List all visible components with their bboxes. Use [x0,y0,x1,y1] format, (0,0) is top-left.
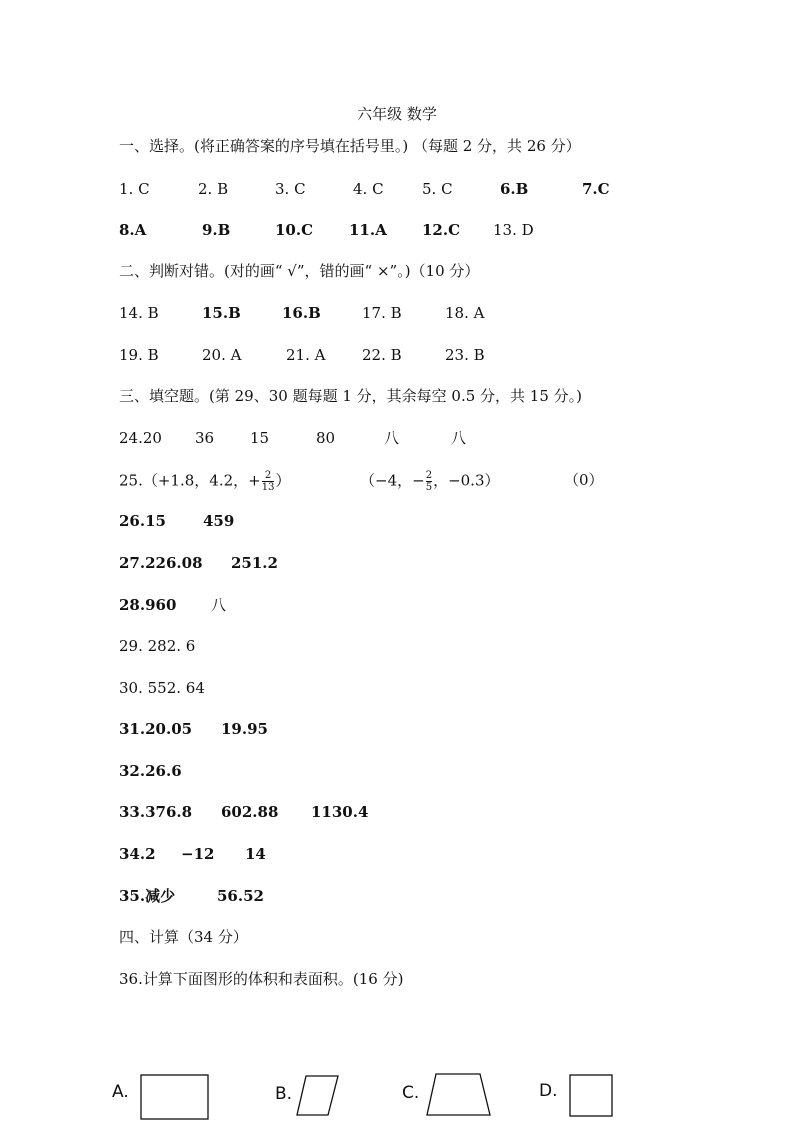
answer-3: 3. C [275,180,306,198]
answer-31-b: 19.95 [221,720,268,738]
answer-22: 22. B [362,346,402,364]
answer-9: 9.B [202,221,231,239]
square-shape [569,1074,614,1118]
answer-33-row [119,802,679,822]
fraction-denominator: 13 [261,482,275,493]
answer-27-row [119,553,679,573]
answer-33-a: 33.376.8 [119,803,193,821]
answer-6: 6.B [500,180,529,198]
section1-row2 [119,220,679,240]
answer-34-c: 14 [245,845,266,863]
answer-25-group3: （0） [564,471,604,489]
answer-26-b: 459 [203,512,235,530]
answer-19: 19. B [119,346,159,364]
answer-34-row [119,844,679,864]
answer-35-row [119,886,679,906]
answer-31-a: 31.20.05 [119,720,193,738]
answer-27-b: 251.2 [231,554,278,572]
answer-20: 20. A [202,346,242,364]
answer-7: 7.C [582,180,610,198]
answer-27-a: 27.226.08 [119,554,203,572]
answer-25-group2 [360,470,500,493]
answer-24-row [119,428,679,448]
answer-8: 8.A [119,221,147,239]
answer-25-group2-suffix: ，−0.3） [433,471,500,490]
section4-heading: 四、计算（34 分） [119,928,248,946]
answer-24-e: 八 [384,429,400,447]
trapezoid-shape [426,1073,492,1117]
parallelogram-shape [296,1075,340,1117]
answer-33-b: 602.88 [221,803,279,821]
section2-row1 [119,303,679,323]
fraction-denominator: 5 [425,482,433,493]
trapezoid-outline [427,1074,490,1115]
answer-11: 11.A [349,221,387,239]
answer-25-group2-prefix: （−4，− [360,471,425,490]
page-title: 六年级 数学 [357,105,437,123]
fraction-numerator: 2 [264,470,272,481]
fraction-numerator: 2 [425,470,433,481]
section1-row1 [119,179,679,199]
answer-23: 23. B [445,346,485,364]
square-outline [570,1075,612,1116]
answer-18: 18. A [445,304,485,322]
section2-heading: 二、判断对错。(对的画“ √”，错的画“ ×”。)（10 分） [119,262,480,280]
answer-24-d: 80 [316,429,336,447]
answer-4: 4. C [353,180,384,198]
answer-25-prefix: 25.（+1.8，4.2，+ [119,471,261,490]
answer-28-b: 八 [211,596,227,614]
answer-12: 12.C [422,221,461,239]
section3-heading: 三、填空题。(第 29、30 题每题 1 分，其余每空 0.5 分，共 15 分。) [119,387,583,405]
answer-26-row [119,511,679,531]
answer-34-a: 34.2 [119,845,156,863]
answer-31-row [119,719,679,739]
answer-25-row [119,467,679,495]
shape-label-d: D. [539,1081,558,1101]
shape-label-c: C. [402,1083,420,1103]
answer-24-f: 八 [451,429,467,447]
answer-35-a: 35.减少 [119,887,176,905]
answer-14: 14. B [119,304,159,322]
answer-24-c: 15 [250,429,270,447]
answer-32: 32.26.6 [119,762,182,780]
answer-13: 13. D [493,221,534,239]
answer-33-c: 1130.4 [311,803,369,821]
answer-2: 2. B [198,180,229,198]
fraction-2-5 [426,470,432,493]
answer-29: 29. 282. 6 [119,637,196,655]
section2-row2 [119,345,679,365]
answer-5: 5. C [422,180,453,198]
answer-16: 16.B [282,304,321,322]
answer-10: 10.C [275,221,314,239]
answer-24-a: 24.20 [119,429,162,447]
answer-21: 21. A [286,346,326,364]
answer-25-close: ） [275,471,291,490]
rectangle-shape [140,1074,210,1120]
answer-35-b: 56.52 [217,887,264,905]
answer-17: 17. B [362,304,402,322]
question-36: 36.计算下面图形的体积和表面积。(16 分) [119,970,404,988]
shape-label-a: A. [112,1082,129,1102]
rectangle-outline [141,1075,208,1119]
shape-label-b: B. [275,1084,293,1104]
fraction-2-13 [262,470,275,493]
answer-30: 30. 552. 64 [119,679,205,697]
answer-26-a: 26.15 [119,512,166,530]
answer-28-a: 28.960 [119,596,177,614]
answer-24-b: 36 [195,429,215,447]
parallelogram-outline [297,1076,338,1115]
answer-28-row [119,595,679,615]
answer-1: 1. C [119,180,150,198]
answer-25-group1 [119,470,290,493]
answer-34-b: −12 [181,845,215,863]
section1-heading: 一、选择。(将正确答案的序号填在括号里。) （每题 2 分，共 26 分） [119,137,581,155]
answer-15: 15.B [202,304,241,322]
